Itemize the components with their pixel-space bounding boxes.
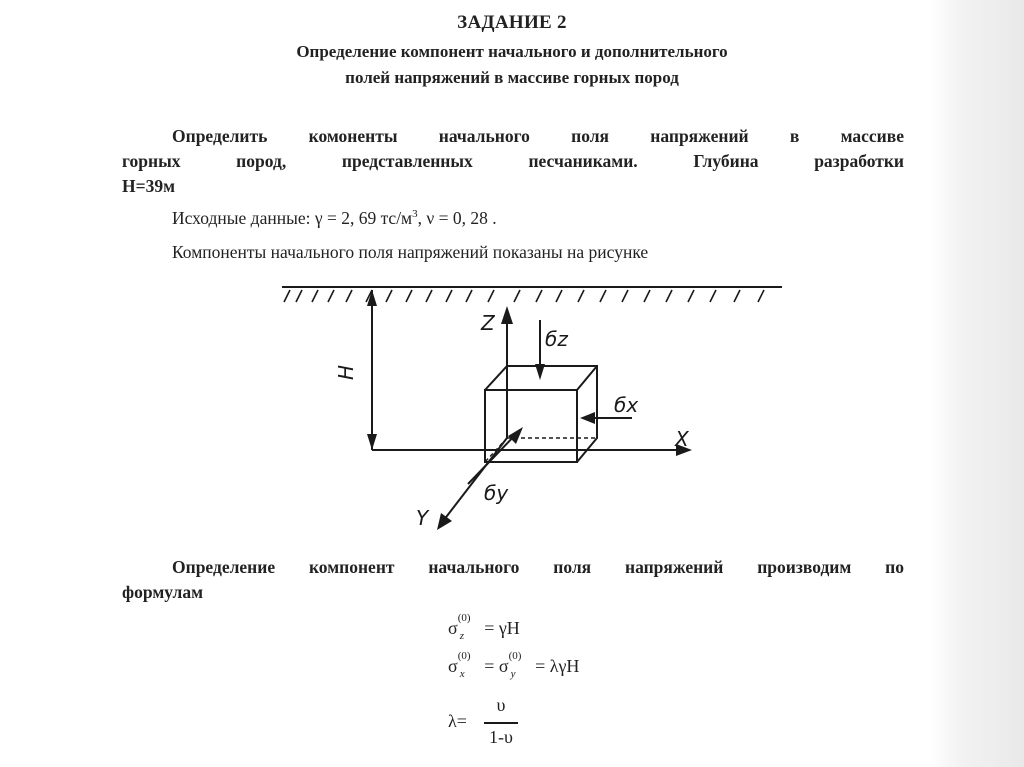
sigma-symbol: σ	[448, 618, 458, 638]
fraction-bar	[484, 722, 518, 724]
label-h: H	[334, 364, 358, 380]
f2-superscript2: (0)	[508, 650, 522, 662]
ground-hatching	[284, 290, 764, 302]
nu-value: , ν = 0, 28 .	[417, 208, 497, 228]
method-line1: Определение компонент начального поля напряжений производим по	[172, 557, 904, 577]
f2-subscript2: y	[510, 668, 516, 680]
f1-superscript: (0)	[457, 612, 471, 624]
task-title: ЗАДАНИЕ 2	[457, 12, 567, 33]
gamma-value: γ = 2, 69 тс/м	[314, 208, 413, 228]
lambda-numerator: υ	[496, 695, 506, 715]
task-subtitle-line2: полей напряжений в массиве горных пород	[345, 68, 679, 87]
problem-line1: Определить комоненты начального поля напряжений в массиве	[172, 126, 904, 146]
task-subtitle-line1: Определение компонент начального и дополнительного	[296, 42, 728, 61]
label-x: X	[675, 427, 689, 451]
problem-line3: H=39м	[122, 176, 176, 196]
f2-rhs: = λγH	[530, 656, 580, 676]
sigma-symbol-x: σ	[448, 656, 458, 676]
label-z: Z	[481, 311, 495, 335]
method-line2: формулам	[122, 582, 204, 602]
source-data-label: Исходные данные:	[172, 208, 311, 228]
f1-rhs: = γH	[479, 618, 520, 638]
lambda-denominator: 1-υ	[489, 727, 513, 747]
f2-superscript: (0)	[457, 650, 471, 662]
label-sigma-y: бy	[484, 481, 509, 505]
problem-line2: горных пород, представленных песчаниками. Глубина разработки	[122, 151, 904, 171]
label-sigma-x: бx	[614, 393, 639, 417]
label-sigma-z: бz	[545, 327, 568, 351]
formula-lambda-label: λ=	[448, 711, 467, 731]
gamma-exponent: 3	[412, 208, 418, 221]
f2-mid: = σ	[479, 656, 509, 676]
figure-caption: Компоненты начального поля напряжений показаны на рисунке	[172, 242, 649, 262]
formula-sigma-xy	[448, 650, 580, 680]
f1-subscript: z	[459, 630, 464, 642]
formula-sigma-z	[448, 612, 520, 642]
label-y: Y	[416, 506, 429, 530]
f2-subscript: x	[459, 668, 465, 680]
